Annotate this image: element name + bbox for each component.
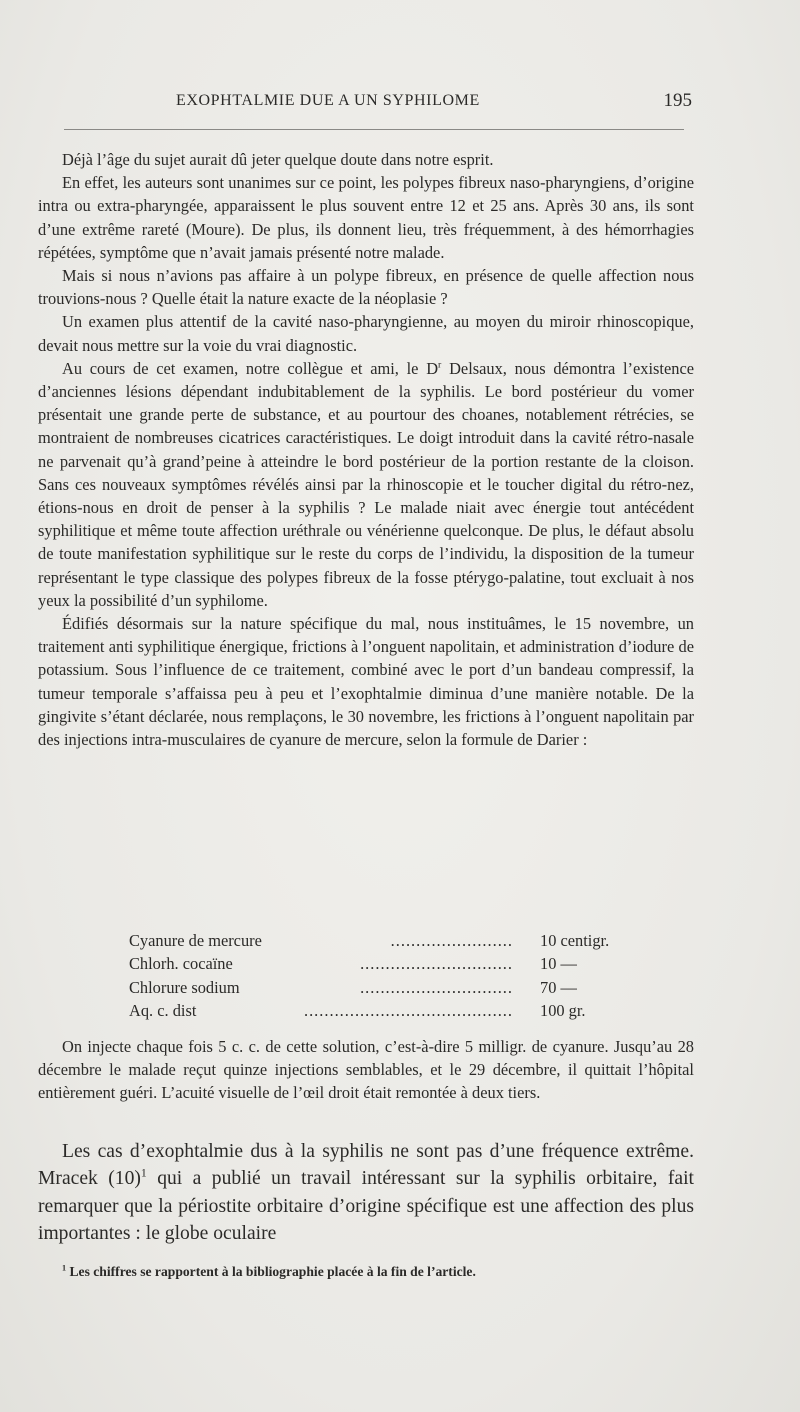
- paragraph-treatment: Édifiés désormais sur la nature spécifique du mal, nous instituâmes, le 15 novembre, un traitement anti syphilitique énergique, frictions à l’onguent napolitain, et administration d’iodure de potassium. Sous l’influence de ce traitement, combiné avec le port d’un bandeau compressif, la tumeur temporale s’affaissa peu à peu et l’exophtalmie diminua d’une manière notable. De la gingivite s’étant déclarée, nous remplaçons, le 30 novembre, les frictions à l’onguent napolitain par des injections intra-musculaires de cyanure de mercure, selon la formule de Darier :: [38, 614, 694, 750]
- text-run: Delsaux, nous démontra l’existence d’anciennes lésions dépendant indubitablement de la syphilis. Le bord postérieur du vomer présentait une grande perte de substance, et au pourtour des choanes, notablement rétrécies, se montraient de nombreuses cicatrices caractéristiques. Le doigt introduit dans la cavité rétro-nasale ne parvenait qu’à grand’peine à atteindre le bord postérieur de la portion restante de la cloison. Sans ces nouveaux symptômes révélés ainsi par la rhinoscopie et le toucher digital du rétro-nez, étions-nous en droit de penser à la syphilis ? Le malade niait avec énergie tout antécédent syphilitique et même toute affection uréthrale ou vénérienne quelconque. De plus, le défaut absolu de toute manifestation syphilitique sur le reste du corps de l’individu, la disposition de la tumeur représentant le type classique des polypes fibreux de la fosse ptérygo-palatine, tout excluait à nos yeux la possibilité d’un syphilome.: [38, 358, 694, 610]
- page-header: [38, 92, 692, 116]
- paragraph-injection: On injecte chaque fois 5 c. c. de cette solution, c’est-à-dire 5 milligr. de cyanure. Jusqu’au 28 décembre le malade reçut quinze injections semblables, et le 29 décembre, il quittait l’hôpital entièrement guéri. L’acuité visuelle de l’œil droit était remontée à deux tiers.: [38, 1037, 694, 1103]
- paragraph: Un examen plus attentif de la cavité naso-pharyngienne, au moyen du miroir rhinoscopique, devait nous mettre sur la voie du vrai diagnostic.: [38, 312, 694, 355]
- footnote: [62, 1263, 702, 1281]
- paragraph-mracek: [38, 1138, 694, 1248]
- body-text: [38, 148, 694, 751]
- text-run: Les cas d’exophtalmie dus à la syphilis ne sont pas d’une fréquence extrême. Mracek (10): [38, 1141, 694, 1190]
- footnote-marker: 1: [140, 1166, 147, 1180]
- formula-leader-dots: ........................: [390, 931, 513, 950]
- superscript: r: [438, 359, 442, 371]
- running-head: EXOPHTALMIE DUE A UN SYPHILOME: [176, 92, 480, 109]
- formula-ingredient: Chlorure sodium: [129, 977, 240, 997]
- formula-row: [129, 999, 649, 1022]
- formula-leader-dots: .........................................: [303, 1001, 513, 1021]
- text-run: Au cours de cet examen, notre collègue et ami, le D: [62, 358, 439, 378]
- formula-ingredient: Cyanure de mercure: [129, 931, 262, 950]
- page-number: 195: [663, 90, 692, 111]
- text-run: qui a publié un travail intéressant sur la syphilis orbitaire, fait remarquer que la périostite orbitaire d’origine spécifique est une affection des plus importantes : le globe oculaire: [38, 1168, 694, 1245]
- paragraph-delsaux: [38, 357, 694, 612]
- formula-row: [129, 952, 649, 975]
- formula-quantity: 100 gr.: [540, 1001, 586, 1021]
- header-rule: [64, 129, 684, 130]
- footnote-text: Les chiffres se rapportent à la bibliographie placée à la fin de l’article.: [66, 1264, 476, 1279]
- formula-leader-dots: ..............................: [360, 954, 513, 974]
- formula-row: [129, 976, 649, 999]
- formula-ingredient: Aq. c. dist: [129, 1001, 197, 1021]
- paragraph: Déjà l’âge du sujet aurait dû jeter quelque doute dans notre esprit.: [62, 150, 494, 169]
- darier-formula: [129, 929, 649, 1023]
- formula-leader-dots: ..............................: [360, 977, 513, 997]
- formula-ingredient: Chlorh. cocaïne: [129, 954, 233, 974]
- formula-quantity: 70 —: [540, 977, 577, 997]
- body-text-injection: [38, 1035, 694, 1105]
- body-text-large: [38, 1138, 694, 1248]
- footnote-number: 1: [62, 1263, 67, 1273]
- formula-row: [129, 929, 649, 952]
- paragraph: En effet, les auteurs sont unanimes sur ce point, les polypes fibreux naso-pharyngiens, d’origine intra ou extra-pharyngée, apparaissent le plus souvent entre 12 et 25 ans. Après 30 ans, ils sont d’une extrême rareté (Moure). De plus, ils donnent lieu, très fréquemment, à des hémorrhagies répétées, symptôme que n’avait jamais présenté notre malade.: [38, 173, 694, 262]
- formula-quantity: 10 —: [540, 954, 577, 974]
- formula-quantity: 10 centigr.: [540, 931, 610, 950]
- paragraph: Mais si nous n’avions pas affaire à un polype fibreux, en présence de quelle affection nous trouvions-nous ? Quelle était la nature exacte de la néoplasie ?: [38, 266, 694, 309]
